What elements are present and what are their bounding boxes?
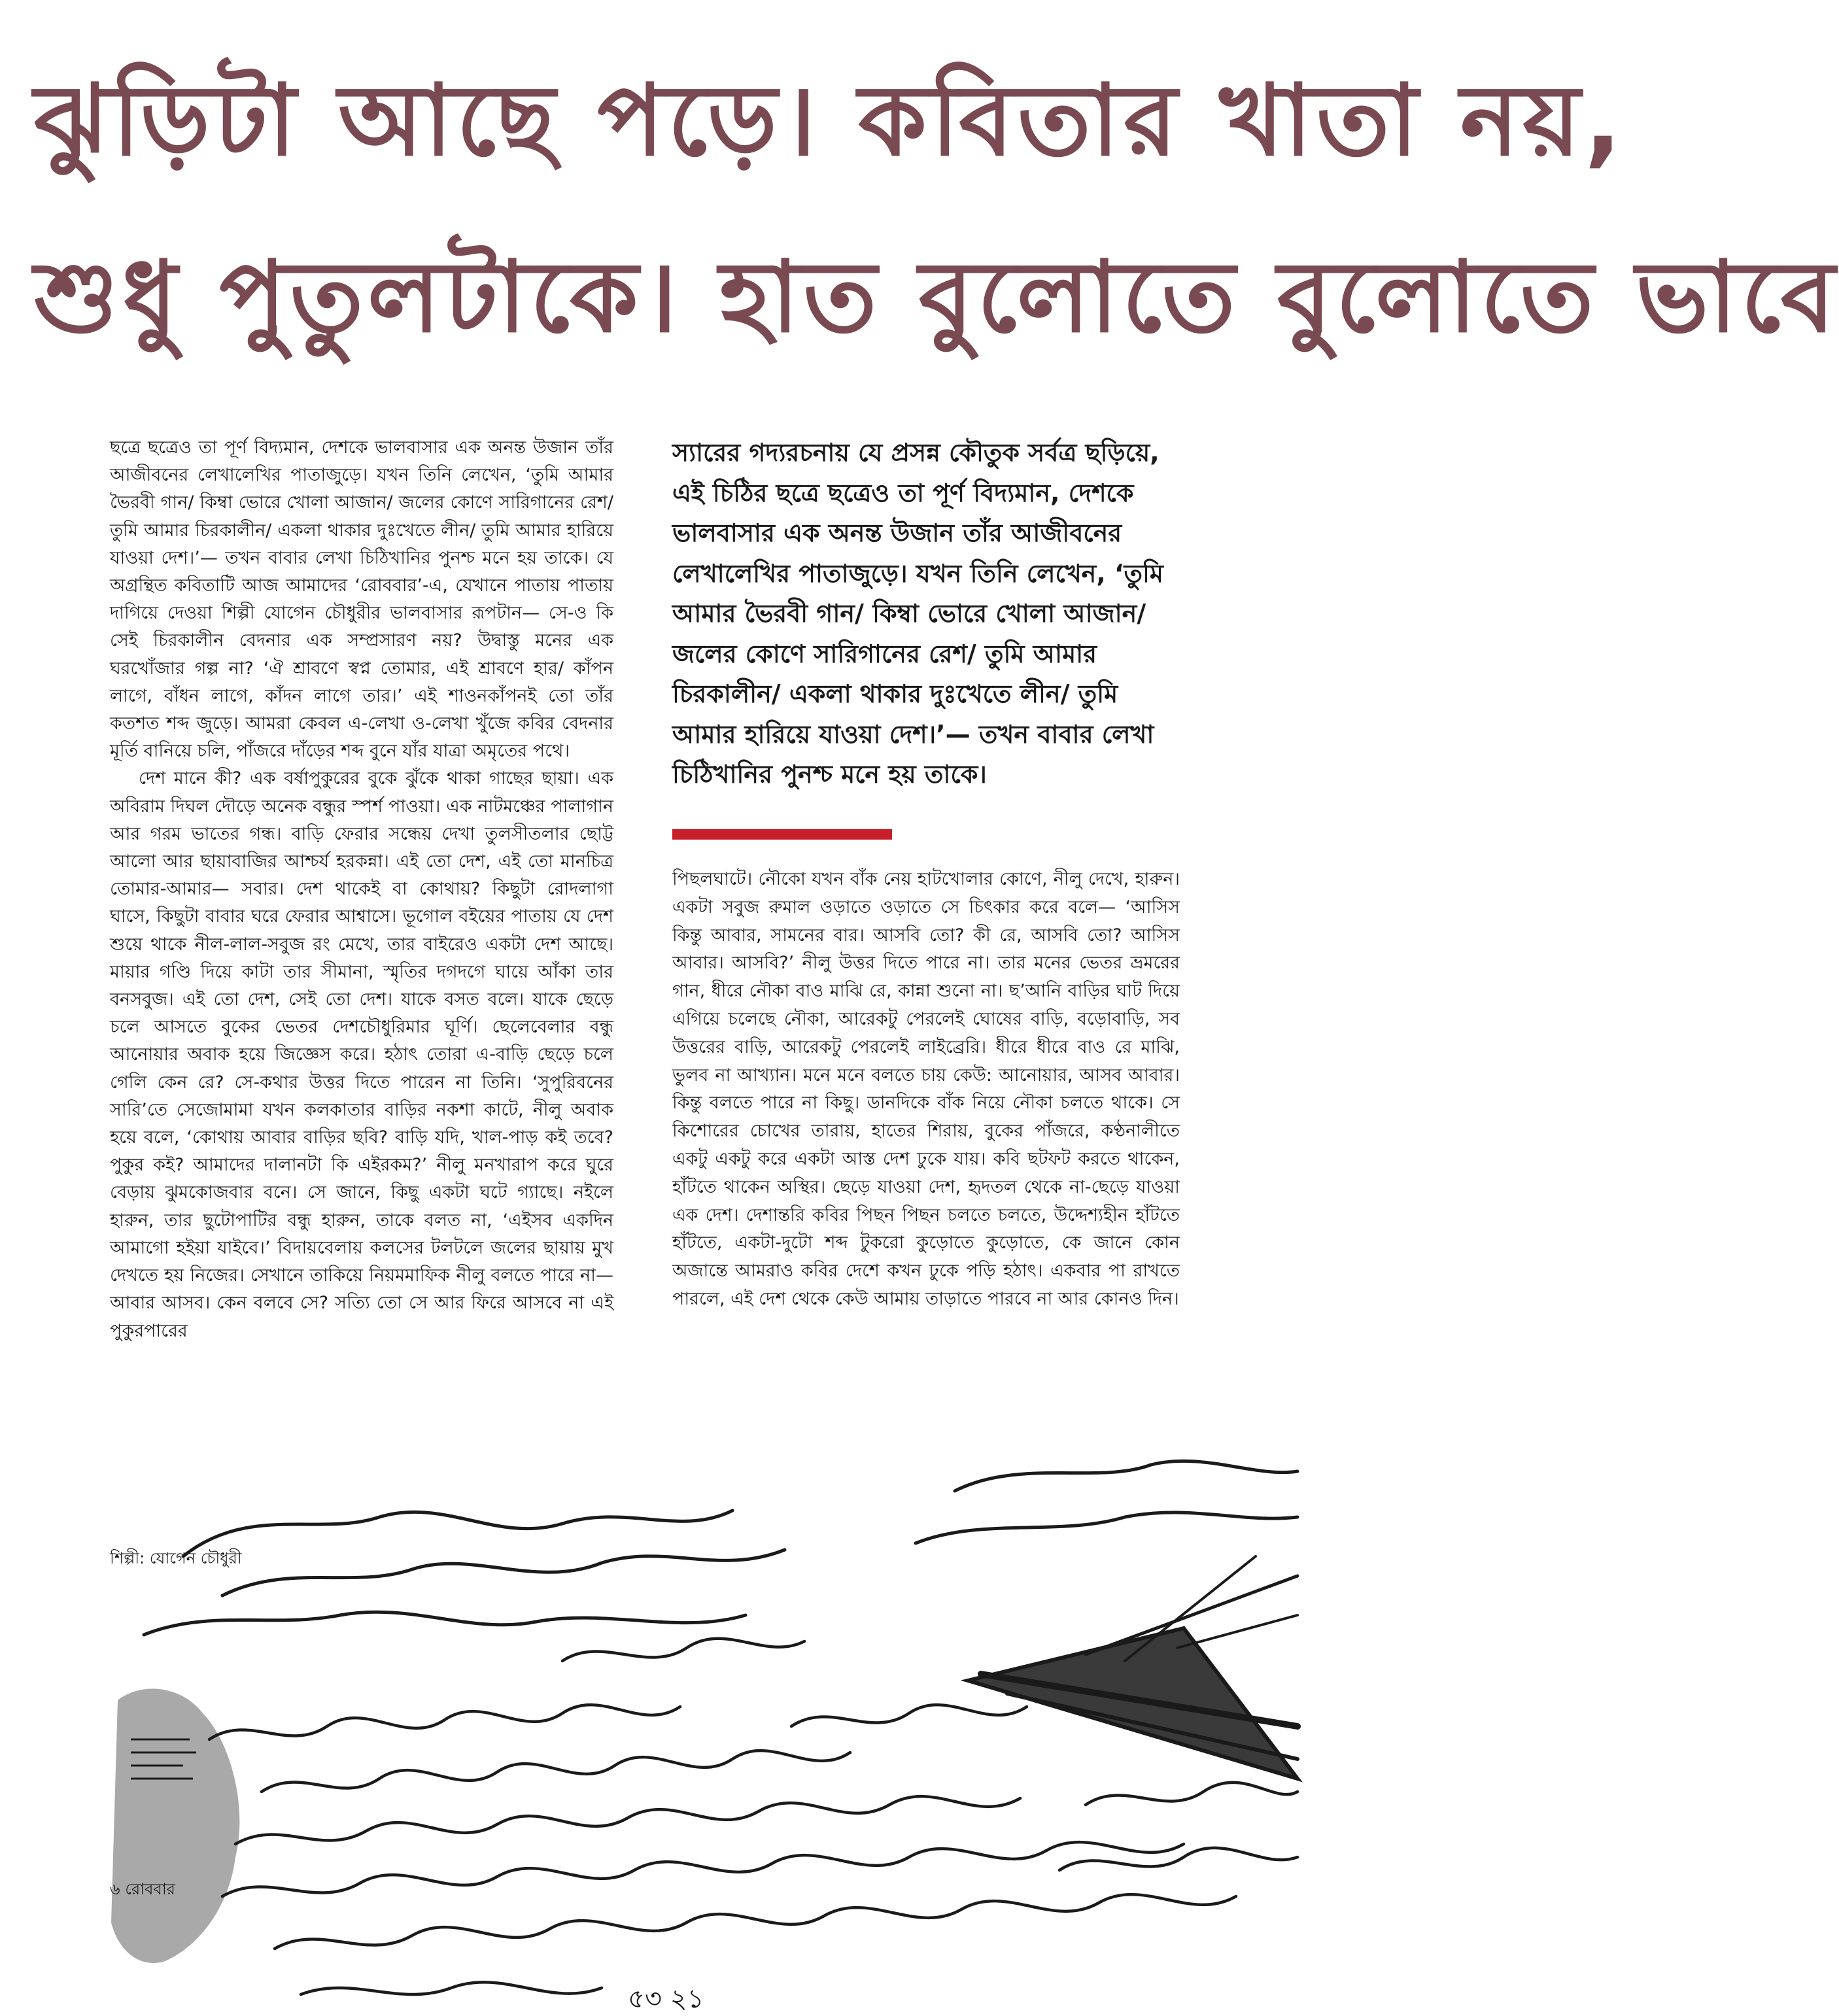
page-folio: ৬ রোববার bbox=[110, 1880, 176, 1898]
boat-on-river-sketch bbox=[105, 1465, 1298, 2016]
sketch-hills bbox=[144, 1461, 1298, 1635]
sketch-boat bbox=[968, 1556, 1298, 1779]
left-article-column bbox=[110, 434, 613, 1345]
sketch-gray-wash bbox=[111, 1689, 239, 1963]
artist-credit-caption: শিল্পী: যোগেন চৌধুরী bbox=[110, 1549, 242, 1567]
sketch-signature: ৫৩ ২১ bbox=[628, 1984, 704, 2014]
left-paragraph-2: দেশ মানে কী? এক বর্ষাপুকুরের বুকে ঝুঁকে থাকা গাছের ছায়া। এক অবিরাম দিঘল দৌড়ে অনেক বন্ধুর স্পর্শ পাওয়া। এক নাটমঞ্চের পালাগান আর গরম ভাতের গন্ধ। বাড়ি ফেরার সন্ধেয় দেখা তুলসীতলার ছোট্ট আলো আর ছায়াবাজির আশ্চর্য হরকন্না। এই তো দেশ, এই তো মানচিত্র তোমার-আমার— সবার। দেশ থাকেই বা কোথায়? কিছুটা রোদলাগা ঘাসে, কিছুটা বাবার ঘরে ফেরার আশ্বাসে। ভূগোল বইয়ের পাতায় যে দেশ শুয়ে থাকে নীল-লাল-সবুজ রং মেখে, তার বাইরেও একটা দেশ আছে। মায়ার গণ্ডি দিয়ে কাটা তার সীমানা, স্মৃতির দগদগে ঘায়ে আঁকা তার বনসবুজ। এই তো দেশ, সেই তো দেশ। যাকে বসত বলে। যাকে ছেড়ে চলে আসতে বুকের ভেতর দেশচৌধুরিমার ঘূর্ণি। ছেলেবেলার বন্ধু আনোয়ার অবাক হয়ে জিজ্ঞেস করে। হঠাৎ তোরা এ-বাড়ি ছেড়ে চলে গেলি কেন রে? সে-কথার উত্তর দিতে পারেন না তিনি। ‘সুপুরিবনের সারি’তে সেজোমামা যখন কলকাতার বাড়ির নকশা কাটে, নীলু অবাক হয়ে বলে, ‘কোথায় আবার বাড়ির ছবি? বাড়ি যদি, খাল-পাড় কই তবে? পুকুর কই? আমাদের দালানটা কি এইরকম?’ নীলু মনখারাপ করে ঘুরে বেড়ায় ঝুমকোজবার বনে। সে জানে, কিছু একটা ঘটে গ্যাছে। নইলে হারুন, তার ছুটোপাটির বন্ধু হারুন, তাকে বলত না, ‘এইসব একদিন আমাগো হইয়া যাইবে।’ বিদায়বেলায় কলসের টলটলে জলের ছায়ায় মুখ দেখতে হয় নিজের। সেখানে তাকিয়ে নিয়মমাফিক নীলু বলতে পারে না— আবার আসব। কেন বলবে সে? সত্যি তো সে আর ফিরে আসবে না এই পুকুরপারের bbox=[110, 768, 613, 1341]
pull-quote: স্যারের গদ্যরচনায় যে প্রসন্ন কৌতুক সর্বত্র ছড়িয়ে, এই চিঠির ছত্রে ছত্রেও তা পূর্ণ বিদ্যমান, দেশকে ভালবাসার এক অনন্ত উজান তাঁর আজীবনের লেখালেখির পাতাজুড়ে। যখন তিনি লেখেন, ‘তুমি আমার ভৈরবী গান/ কিম্বা ভোরে খোলা আজান/ জলের কোণে সারিগানের রেশ/ তুমি আমার চিরকালীন/ একলা থাকার দুঃখেতে লীন/ তুমি আমার হারিয়ে যাওয়া দেশ।’— তখন বাবার লেখা চিঠিখানির পুনশ্চ মনে হয় তাকে। bbox=[672, 438, 1163, 789]
left-paragraph-1: ছত্রে ছত্রেও তা পূর্ণ বিদ্যমান, দেশকে ভালবাসার এক অনন্ত উজান তাঁর আজীবনের লেখালেখির পাতাজুড়ে। যখন তিনি লেখেন, ‘তুমি আমার ভৈরবী গান/ কিম্বা ভোরে খোলা আজান/ জলের কোণে সারিগানের রেশ/ তুমি আমার চিরকালীন/ একলা থাকার দুঃখেতে লীন/ তুমি আমার হারিয়ে যাওয়া দেশ।’— তখন বাবার লেখা চিঠিখানির পুনশ্চ মনে হয় তাকে। যে অগ্রন্থিত কবিতাটি আজ আমাদের ‘রোববার’-এ, যেখানে পাতায় পাতায় দাগিয়ে দেওয়া শিল্পী যোগেন চৌধুরীর ভালবাসার রূপটান— সে-ও কি সেই চিরকালীন বেদনার এক সম্প্রসারণ নয়? উদ্বাস্তু মনের এক ঘরখোঁজার গল্প না? ‘ঐ শ্রাবণে স্বপ্ন তোমার, এই শ্রাবণে হার/ কাঁপন লাগে, বাঁধন লাগে, কাঁদন লাগে তার।’ এই শাওনকাঁপনই তো তাঁর কতশত শব্দ জুড়ে। আমরা কেবল এ-লেখা ও-লেখা খুঁজে কবির বেদনার মূর্তি বানিয়ে চলি, পাঁজরে দাঁড়ের শব্দ বুনে যাঁর যাত্রা অমৃতের পথে। bbox=[110, 437, 613, 762]
accent-rule bbox=[672, 829, 892, 840]
headline-line-1: ঝুড়িটা আছে পড়ে। কবিতার খাতা নয়, bbox=[34, 64, 1626, 178]
right-paragraph-1: পিছলঘাটে। নৌকো যখন বাঁক নেয় হাটখোলার কোণে, নীলু দেখে, হারুন। একটা সবুজ রুমাল ওড়াতে ওড়াতে সে চিৎকার করে বলে— ‘আসিস কিন্তু আবার, সামনের বার। আসবি তো? কী রে, আসবি তো? আসিস আবার। আসবি?’ নীলু উত্তর দিতে পারে না। তার মনের ভেতর ভ্রমরের গান, ধীরে নৌকা বাও মাঝি রে, কান্না শুনো না। ছ’আনি বাড়ির ঘাট দিয়ে এগিয়ে চলেছে নৌকা, আরেকটু পেরলেই ঘোষের বাড়ি, বড়োবাড়ি, সব উত্তরের বাড়ি, আরেকটু পেরলেই লাইব্রেরি। ধীরে ধীরে বাও রে মাঝি, ভুলব না আখ্যান। মনে মনে বলতে চায় কেউ: আনোয়ার, আসব আবার। কিন্তু বলতে পারে না কিছু। ডানদিকে বাঁক নিয়ে নৌকা চলতে থাকে। সে কিশোরের চোখের তারায়, হাতের শিরায়, বুকের পাঁজরে, কণ্ঠনালীতে একটু একটু করে একটা আস্ত দেশ ঢুকে যায়। কবি ছটফট করতে থাকেন, হাঁটতে থাকেন অস্থির। ছেড়ে যাওয়া দেশ, হৃদতল থেকে না-ছেড়ে যাওয়া এক দেশ। দেশান্তরি কবির পিছন পিছন চলতে চলতে, উদ্দেশ্যহীন হাঁটতে হাঁটতে, একটা-দুটো শব্দ টুকরো কুড়োতে কুড়োতে, কে জানে কোন অজান্তে আমরাও কবির দেশে কখন ঢুকে পড়ি হঠাৎ। একবার পা রাখতে পারলে, এই দেশ থেকে কেউ আমায় তাড়াতে পারবে না আর কোনও দিন। bbox=[672, 869, 1180, 1309]
headline-line-2: শুধু পুতুলটাকে। হাত বুলোতে বুলোতে ভাবে bbox=[34, 241, 1839, 354]
